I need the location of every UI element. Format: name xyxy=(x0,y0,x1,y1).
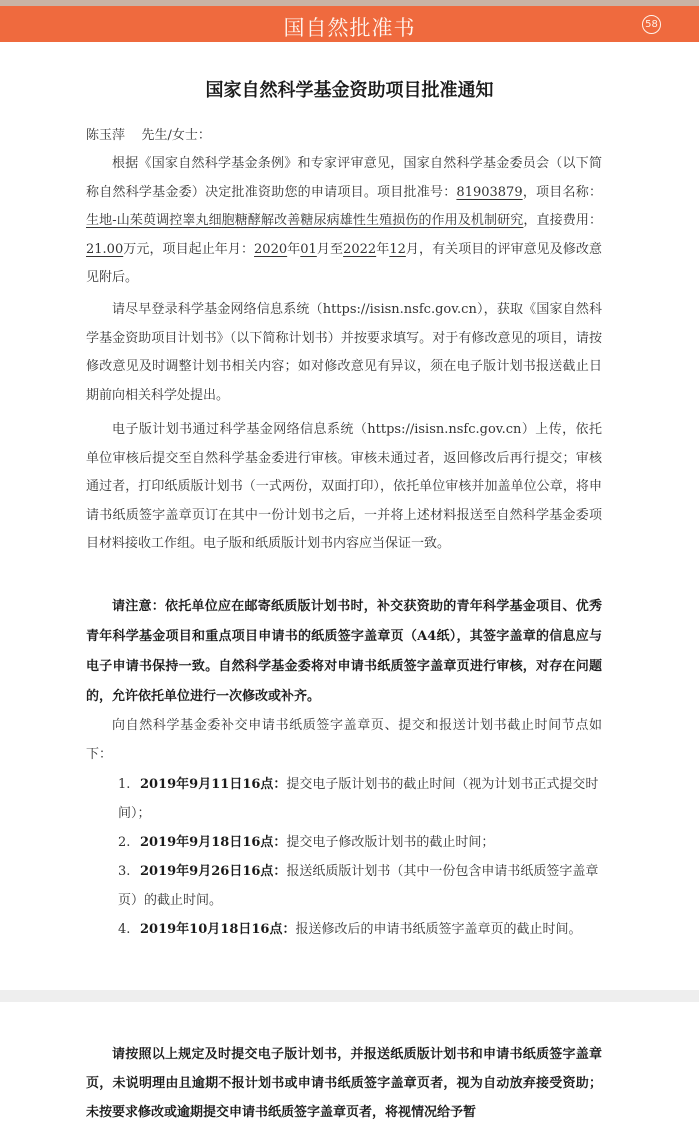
end-year: 2022 xyxy=(343,241,377,257)
deadline-time: 2019年9月26日16点： xyxy=(140,864,287,879)
deadline-item-2 xyxy=(118,829,602,858)
final-paragraph: 请按照以上规定及时提交电子版计划书，并报送纸质版计划书和申请书纸质签字盖章页，未说明理由且逾期不报计划书或申请书纸质签字盖章页者，视为自动放弃接受资助；未按要求修改或逾期提交申请书纸质签字盖章页者，将视情况给予暂 xyxy=(86,1047,602,1120)
deadline-item-1 xyxy=(118,771,602,828)
p1-text-f: 月至 xyxy=(316,241,344,257)
recipient-suffix: 先生/女士： xyxy=(141,128,211,143)
paragraph-submission: 电子版计划书通过科学基金网络信息系统（https://isisn.nsfc.gov.cn）上传，依托单位审核后提交至自然科学基金委进行审核。审核未通过者，返回修改后再行提交；审核通过者，打印纸质版计划书（一式两份，双面打印），依托单位审核并加盖单位公章，将申请书纸质签字盖章页订在其中一份计划书之后，一并将上述材料报送至自然科学基金委项目材料接收工作组。电子版和纸质版计划书内容应当保证一致。 xyxy=(86,422,602,551)
deadline-desc: 提交电子修改版计划书的截止时间； xyxy=(286,835,495,850)
p1-text-e: 年 xyxy=(287,241,301,257)
deadline-item-3 xyxy=(118,858,602,915)
start-month: 01 xyxy=(300,241,317,257)
deadline-num: 4. xyxy=(118,922,131,937)
deadline-time: 2019年9月18日16点： xyxy=(140,835,287,850)
approval-number: 81903879 xyxy=(456,184,523,200)
p1-text-c: ，直接费用： xyxy=(523,213,602,228)
direct-cost: 21.00 xyxy=(86,241,124,257)
deadline-desc: 报送纸质版计划书（其中一份包含申请书纸质签字盖章页）的截止时间。 xyxy=(118,864,599,908)
p1-text-h: 月，有关项目的评审意见及修改意见附后。 xyxy=(86,241,602,285)
deadline-desc: 提交电子版计划书的截止时间（视为计划书正式提交时间）； xyxy=(118,777,599,821)
p1-text-g: 年 xyxy=(376,241,390,257)
paragraph-deadlines-intro: 向自然科学基金委补交申请书纸质签字盖章页、提交和报送计划书截止时间节点如下： xyxy=(86,718,602,762)
deadline-num: 2. xyxy=(118,835,131,850)
project-name: 生地-山茱萸调控睾丸细胞糖酵解改善糖尿病雄性生殖损伤的作用及机制研究 xyxy=(86,213,524,228)
deadline-time: 2019年9月11日16点： xyxy=(140,777,287,792)
notice-paragraph: 请注意：依托单位应在邮寄纸质版计划书时，补交获资助的青年科学基金项目、优秀青年科学基金项目和重点项目申请书的纸质签字盖章页（A4纸），其签字盖章的信息应与电子申请书保持一致。自然科学基金委将对申请书纸质签字盖章页进行审核，对存在问题的，允许依托单位进行一次修改或补齐。 xyxy=(86,599,602,704)
deadline-desc: 报送修改后的申请书纸质签字盖章页的截止时间。 xyxy=(295,922,582,937)
salutation xyxy=(86,124,211,143)
deadline-num: 3. xyxy=(118,864,131,879)
p1-text-a: 根据《国家自然科学基金条例》和专家评审意见，国家自然科学基金委员会（以下简称自然科学基金委）决定批准资助您的申请项目。项目批准号： xyxy=(86,156,602,200)
deadline-num: 1. xyxy=(118,777,131,792)
header-banner xyxy=(0,6,699,42)
recipient-name: 陈玉萍 xyxy=(86,128,126,143)
paragraph-approval xyxy=(86,150,602,293)
document-title: 国家自然科学基金资助项目批准通知 xyxy=(205,80,494,101)
p1-text-b: ，项目名称： xyxy=(522,184,602,200)
deadline-time: 2019年10月18日16点： xyxy=(140,922,296,937)
paragraph-login: 请尽早登录科学基金网络信息系统（https://isisn.nsfc.gov.cn），获取《国家自然科学基金资助项目计划书》（以下简称计划书）并按要求填写。对于有修改意见的项目，请按修改意见及时调整计划书相关内容；如对修改意见有异议，须在电子版计划书报送截止日期前向相关科学处提出。 xyxy=(86,302,602,403)
start-year: 2020 xyxy=(254,241,288,257)
page-number-badge: 58 xyxy=(642,15,661,34)
p1-text-d: 万元，项目起止年月： xyxy=(123,241,255,257)
deadline-item-4 xyxy=(118,916,602,945)
page-divider xyxy=(0,990,699,1002)
banner-title: 国自然批准书 xyxy=(283,16,416,40)
end-month: 12 xyxy=(389,241,406,257)
